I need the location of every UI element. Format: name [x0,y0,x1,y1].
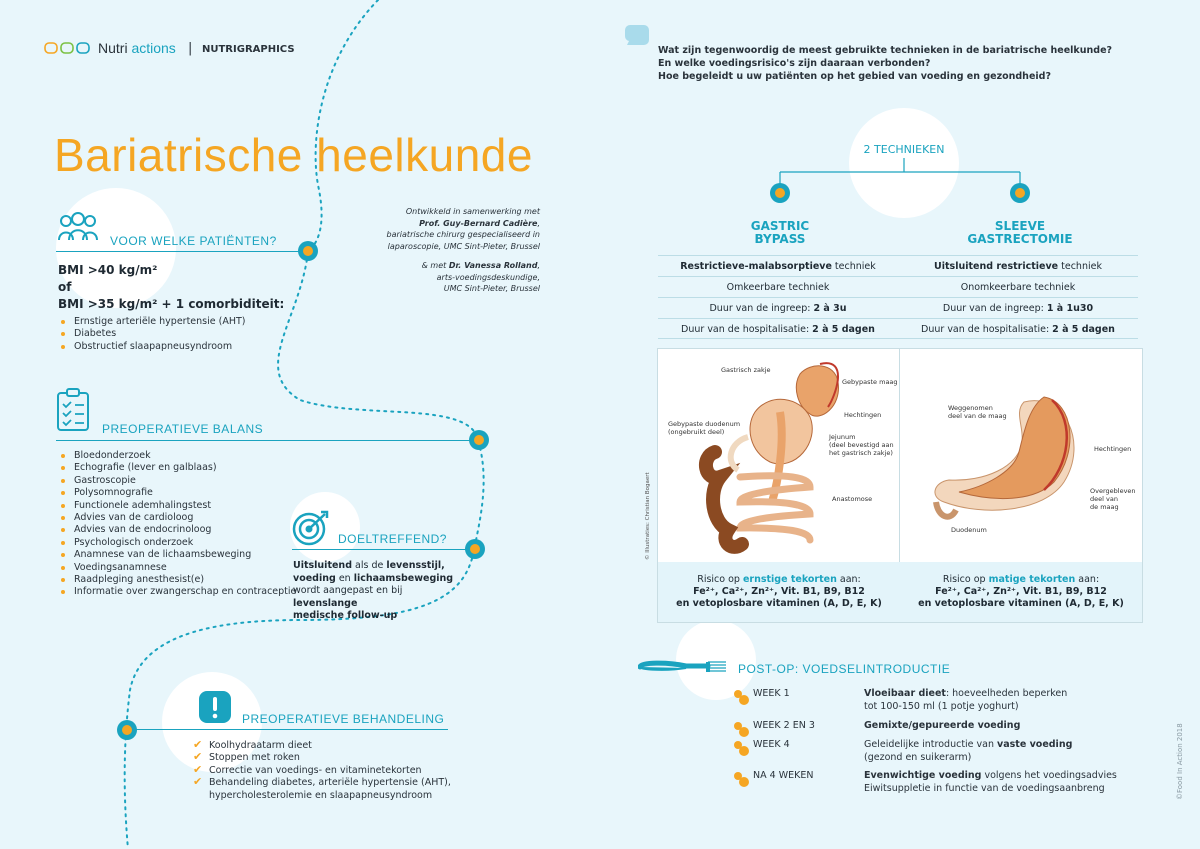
people-icon [56,212,100,242]
logo [44,40,92,59]
effective-text: Uitsluitend als de levensstijl, voeding en lichaamsbeweging wordt aangepast en bij levenslange medische follow-up [293,560,454,621]
section-line [56,440,470,441]
label-sutures: Hechtingen [844,411,882,419]
list-item: Polysomnografie [58,487,296,499]
speech-bubble-icon [624,24,650,46]
list-item: ✔ Stoppen met roken [193,752,451,764]
week-label: WEEK 1 [753,688,790,699]
week-label: NA 4 WEKEN [753,770,814,781]
header-section: NUTRIGRAPHICS [202,44,295,55]
label-sutures: Hechtingen [1094,445,1132,453]
page-title: Bariatrische heelkunde [54,129,533,181]
list-item: Diabetes [58,328,246,340]
label-duodenum: Gebypaste duodenum (ongebruikt deel) [668,420,741,436]
label-jejunum: Jejunum (deel bevestigd aan het gastrisch zakje) [829,433,894,457]
week-bullet [734,741,742,749]
section-line [126,729,448,730]
label-remaining-part: Overgebleven deel van de maag [1090,487,1136,511]
list-item: Gastroscopie [58,475,296,487]
list-item: Bloedonderzoek [58,450,296,462]
clipboard-icon [56,388,92,432]
list-item: ✔ Correctie van voedings- en vitaminetekorten [193,765,451,777]
table-row: Duur van de ingreep: 2 à 3u Duur van de ingreep: 1 à 1u30 [658,297,1138,318]
week-bullet [734,690,742,698]
list-item: ✔ Behandeling diabetes, arteriële hypertensie (AHT), [193,777,451,789]
timeline-dot [770,183,790,203]
sleeve-title: SLEEVE GASTRECTOMIE [967,219,1073,246]
week-bullet [734,772,742,780]
timeline-dot [469,430,489,450]
exclamation-icon [198,690,232,724]
table-row: Omkeerbare techniek Onomkeerbare techniek [658,276,1138,297]
comorbidity-list [58,316,246,353]
list-item: Advies van de cardioloog [58,512,296,524]
preop-balance-list [58,450,296,599]
list-item: Voedingsanamnese [58,562,296,574]
list-item: Obstructief slaapapneusyndroom [58,341,246,353]
section-title-patients: VOOR WELKE PATIËNTEN? [110,234,277,248]
list-item: ✔ Koolhydraatarm dieet [193,740,451,752]
timeline-dot [465,539,485,559]
list-item: Advies van de endocrinoloog [58,524,296,536]
list-item: Functionele ademhalingstest [58,500,296,512]
label-anastomosis: Anastomose [832,495,873,503]
section-line [292,549,466,550]
timeline-dot [1010,183,1030,203]
week-text: Evenwichtige voeding volgens het voedingsadvies Eiwitsuppletie in functie van de voedingsaanbreng [864,770,1117,794]
section-title-postop: POST-OP: VOEDSELINTRODUCTIE [738,662,951,676]
list-item: Informatie over zwangerschap en contraceptie [58,586,296,598]
credits: Ontwikkeld in samenwerking met Prof. Guy-Bernard Cadière, bariatrische chirurg gespecialiseerd in laparoscopie, UMC Sint-Pieter, Brussel & met Dr. Vanessa Rolland, arts-voedingsdeskundige, UMC Sint-Pieter, Brussel [386,207,540,293]
list-item: Psychologisch onderzoek [58,537,296,549]
timeline-dot [117,720,137,740]
footer-credit: ©Food In Action 2018 [1176,723,1184,800]
techniques-connector [770,158,1030,198]
section-title-preop-balance: PREOPERATIEVE BALANS [102,422,264,436]
header-separator: | [188,41,193,56]
table-row: Restrictieve-malabsorptieve techniek Uitsluitend restrictieve techniek [658,255,1138,276]
section-title-effective: DOELTREFFEND? [338,532,447,546]
list-item: Echografie (lever en galblaas) [58,462,296,474]
timeline-dot [298,241,318,261]
logo-icon [44,41,92,55]
label-gastric-pouch: Gastrisch zakje [721,366,771,374]
week-text: Gemixte/gepureerde voeding [864,720,1021,731]
label-duodenum: Duodenum [951,526,987,534]
bmi-criteria: BMI >40 kg/m² of BMI >35 kg/m² + 1 comorbiditeit: [58,263,285,311]
list-item: Raadpleging anesthesist(e) [58,574,296,586]
week-text: Vloeibaar dieet: hoeveelheden beperken tot 100-150 ml (1 potje yoghurt) [864,688,1068,712]
techniques-title: 2 TECHNIEKEN [863,143,945,156]
week-label: WEEK 2 EN 3 [753,720,815,731]
preop-treatment-list [193,740,451,790]
section-line [56,251,300,252]
list-item-continuation: hypercholesterolemie en slaapapneusyndroom [209,790,433,801]
label-bypassed-stomach: Gebypaste maag [842,378,898,386]
week-text: Geleidelijke introductie van vaste voeding (gezond en suikerarm) [864,739,1073,763]
list-item: Ernstige arteriële hypertensie (AHT) [58,316,246,328]
intro-questions: Wat zijn tegenwoordig de meest gebruikte technieken in de bariatrische heelkunde? En welke voedingsrisico's zijn daaraan verbonden? Hoe begeleidt u uw patiënten op het gebied van voeding en gezondheid? [658,45,1113,82]
sleeve-risk: Risico op matige tekorten aan: Fe²⁺, Ca²⁺, Zn²⁺, Vit. B1, B9, B12 en vetoplosbare vitaminen (A, D, E, K) [918,574,1124,609]
fork-icon [638,659,730,675]
section-title-preop-treatment: PREOPERATIEVE BEHANDELING [242,712,445,726]
list-item: Anamnese van de lichaamsbeweging [58,549,296,561]
table-row: Duur van de hospitalisatie: 2 à 5 dagen Duur van de hospitalisatie: 2 à 5 dagen [658,318,1138,339]
week-bullet [734,722,742,730]
bypass-title: GASTRIC BYPASS [750,219,810,246]
bypass-risk: Risico op ernstige tekorten aan: Fe²⁺, Ca²⁺, Zn²⁺, Vit. B1, B9, B12 en vetoplosbare vitaminen (A, D, E, K) [676,574,882,609]
label-removed-part: Weggenomen deel van de maag [948,404,1007,420]
illustration-credit: © Illustraties: Christian Bogaert [645,472,651,560]
week-label: WEEK 4 [753,739,790,750]
target-icon [292,510,330,546]
sleeve-gastrectomy-illustration [904,352,1140,560]
brand: Nutri actions [98,40,176,56]
